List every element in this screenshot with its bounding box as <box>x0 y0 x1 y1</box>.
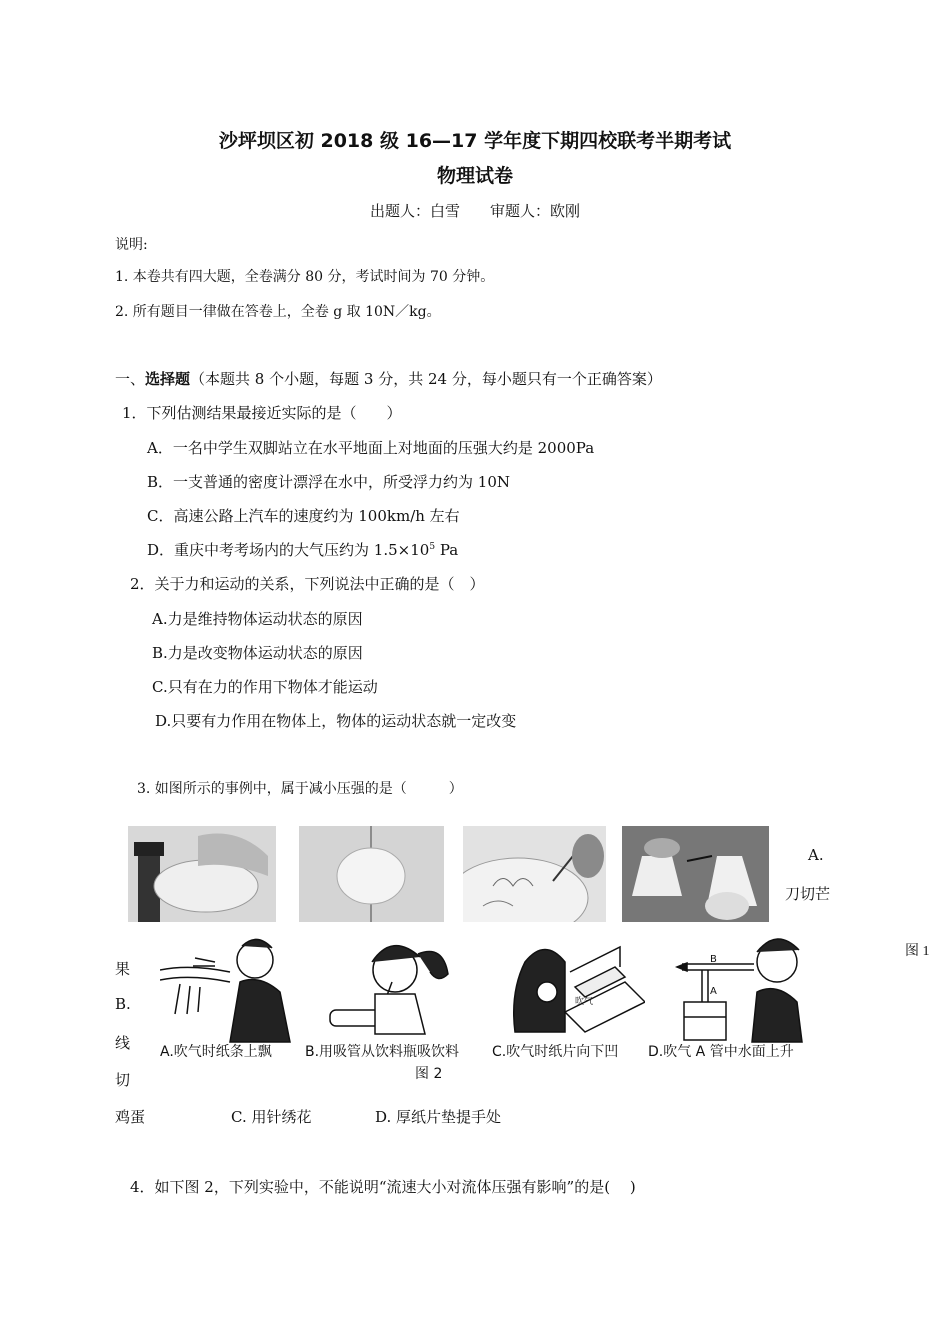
q3-wrap-text: 线 <box>115 1034 131 1052</box>
q3-option-d: D. 厚纸片垫提手处 <box>375 1108 502 1126</box>
question-2-stem: 2．关于力和运动的关系，下列说法中正确的是（ ） <box>130 575 485 593</box>
note-item: 2. 所有题目一律做在答卷上，全卷 g 取 10N／kg。 <box>115 304 441 320</box>
note-item: 1. 本卷共有四大题，全卷满分 80 分，考试时间为 70 分钟。 <box>115 269 495 285</box>
question-1-option-c: C．高速公路上汽车的速度约为 100km/h 左右 <box>147 507 460 525</box>
q3-wrap-text: 切 <box>115 1071 131 1089</box>
fig2-label: 图 2 <box>415 1066 443 1082</box>
question-2-option-c: C.只有在力的作用下物体才能运动 <box>152 678 378 696</box>
knife-mango-image <box>128 826 276 922</box>
section-desc: （本题共 8 个小题，每题 3 分，共 24 分，每小题只有一个正确答案） <box>190 370 662 388</box>
question-1-option-b: B．一支普通的密度计漂浮在水中，所受浮力约为 10N <box>147 473 511 491</box>
fig1-photo-knife-mango <box>128 826 276 922</box>
fig2-caption-c: C.吹气时纸片向下凹 <box>492 1044 619 1060</box>
fig2-drawing-b <box>320 932 470 1044</box>
fig2-paper-text: 吹气 <box>575 997 594 1007</box>
q3-wrap-text: 果 <box>115 960 131 978</box>
fig2-tube-b-label: B <box>710 954 717 965</box>
fig2-caption-b: B.用吸管从饮料瓶吸饮料 <box>305 1044 460 1060</box>
fig1-label: 图 1 <box>905 944 930 959</box>
exam-title: 沙坪坝区初 2018 级 16—17 学年度下期四校联考半期考试 <box>218 130 732 152</box>
question-2-option-b: B.力是改变物体运动状态的原因 <box>152 644 363 662</box>
question-1-option-d: D．重庆中考考场内的大气压约为 $1.5\times 10^5$ Pa <box>147 541 459 559</box>
q3-wrap-text: 鸡蛋 <box>115 1108 146 1126</box>
question-2-option-a: A.力是维持物体运动状态的原因 <box>152 610 363 628</box>
fig2-caption-d: D.吹气 A 管中水面上升 <box>648 1044 794 1060</box>
fig1-photo-needle-embroidery <box>463 826 606 922</box>
section-heading <box>115 368 662 389</box>
fig2-tube-a-label: A <box>710 986 717 997</box>
exam-subtitle: 物理试卷 <box>436 165 513 187</box>
q3-wrap-text: B. <box>115 995 131 1013</box>
q3-side-label-a: A. <box>808 846 824 864</box>
fig1-photo-thread-egg <box>299 826 444 922</box>
section-title: 选择题 <box>145 370 191 388</box>
fig1-photo-paper-handle <box>622 826 769 922</box>
q3-side-label-a-text: 刀切芒 <box>785 885 831 903</box>
question-4-stem: 4．如下图 2，下列实验中，不能说明“流速大小对流体压强有影响”的是( ) <box>130 1178 636 1196</box>
question-3-stem: 3. 如图所示的事例中，属于减小压强的是（ ） <box>137 781 463 797</box>
question-1-stem: 1．下列估测结果最接近实际的是（ ） <box>122 404 402 422</box>
notes-label: 说明: <box>115 237 148 253</box>
fig2-drawing-a <box>160 932 300 1044</box>
question-1-option-a: A．一名中学生双脚站立在水平地面上对地面的压强大约是 2000Pa <box>147 439 595 457</box>
section-prefix: 一、 <box>115 370 146 388</box>
exam-authors: 出题人：白雪 审题人：欧刚 <box>369 202 580 220</box>
fig2-drawing-d <box>672 932 812 1044</box>
q3-option-c: C. 用针绣花 <box>231 1108 312 1126</box>
fig2-drawing-c <box>505 932 645 1044</box>
fig2-caption-a: A.吹气时纸条上飘 <box>160 1044 272 1060</box>
paper-handle-image <box>622 826 769 922</box>
needle-embroidery-image <box>463 826 606 922</box>
question-2-option-d: D.只要有力作用在物体上，物体的运动状态就一定改变 <box>155 712 517 730</box>
thread-egg-image <box>299 826 444 922</box>
